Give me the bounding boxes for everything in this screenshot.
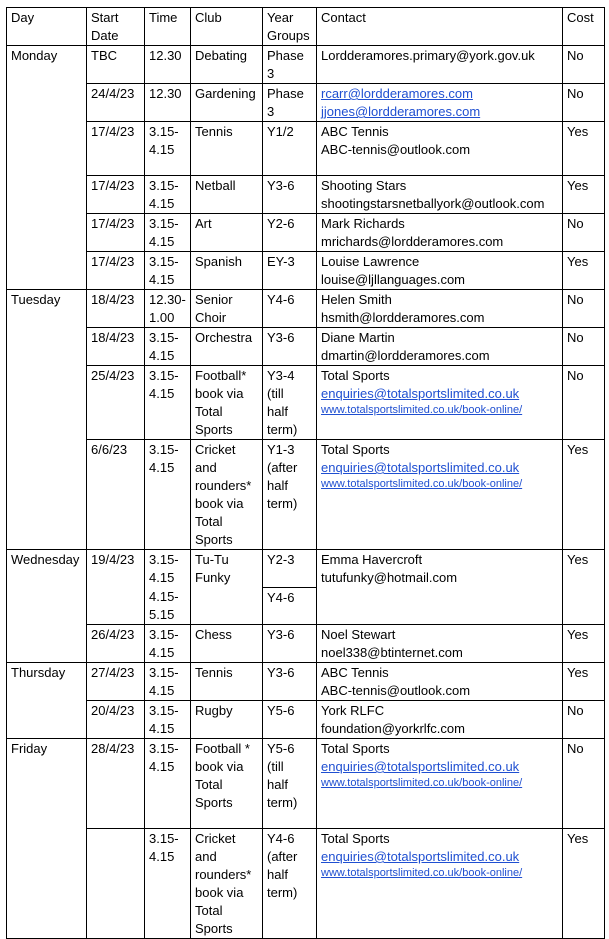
booking-link[interactable]: www.totalsportslimited.co.uk/book-online/ — [321, 404, 523, 416]
booking-link[interactable]: www.totalsportslimited.co.uk/book-online/ — [321, 867, 523, 879]
email-link[interactable]: enquiries@totalsportslimited.co.uk — [321, 460, 520, 475]
table-row: Friday 28/4/23 3.15- 4.15 Football * book via Total Sports Y5-6 (till half term) Total Sports enquiries@totalsportslimited.co.uk www.totalsportslimited.co.uk/book-online/ No — [7, 739, 605, 829]
table-row: 24/4/23 12.30 Gardening Phase 3 rcarr@lordderamores.com jjones@lordderamores.com No — [7, 84, 605, 122]
booking-link[interactable]: www.totalsportslimited.co.uk/book-online/ — [321, 478, 523, 490]
header-contact: Contact — [317, 8, 563, 46]
header-row — [7, 8, 605, 46]
day-cell: Tuesday — [7, 290, 87, 550]
table-row: Monday TBC 12.30 Debating Phase 3 Lordderamores.primary@york.gov.uk No — [7, 46, 605, 84]
email-link[interactable]: enquiries@totalsportslimited.co.uk — [321, 759, 520, 774]
clubs-table — [6, 7, 605, 939]
table-row: 3.15- 4.15 Cricket and rounders* book via Total Sports Y4-6 (after half term) Total Sports enquiries@totalsportslimited.co.uk www.totalsportslimited.co.uk/book-online/ Yes — [7, 829, 605, 939]
header-year-groups: Year Groups — [263, 8, 317, 46]
table-row: 20/4/23 3.15- 4.15 Rugby Y5-6 York RLFC foundation@yorkrlfc.com No — [7, 701, 605, 739]
email-link[interactable]: jjones@lordderamores.com — [321, 104, 481, 119]
day-cell: Thursday — [7, 663, 87, 739]
header-start-date: Start Date — [87, 8, 145, 46]
email-link[interactable]: enquiries@totalsportslimited.co.uk — [321, 386, 520, 401]
table-row: 18/4/23 3.15- 4.15 Orchestra Y3-6 Diane Martin dmartin@lordderamores.com No — [7, 328, 605, 366]
table-row: 17/4/23 3.15- 4.15 Netball Y3-6 Shooting Stars shootingstarsnetballyork@outlook.com Yes — [7, 176, 605, 214]
header-club: Club — [191, 8, 263, 46]
table-row: 4.15- 5.15 Y4-6 — [7, 587, 605, 625]
table-row: 17/4/23 3.15- 4.15 Spanish EY-3 Louise Lawrence louise@ljllanguages.com Yes — [7, 252, 605, 290]
table-row: 26/4/23 3.15- 4.15 Chess Y3-6 Noel Stewart noel338@btinternet.com Yes — [7, 625, 605, 663]
table-row: 17/4/23 3.15- 4.15 Tennis Y1/2 ABC Tennis ABC-tennis@outlook.com Yes — [7, 122, 605, 176]
day-cell: Monday — [7, 46, 87, 290]
booking-link[interactable]: www.totalsportslimited.co.uk/book-online/ — [321, 777, 523, 789]
header-cost: Cost — [563, 8, 605, 46]
header-day: Day — [7, 8, 87, 46]
day-cell: Wednesday — [7, 550, 87, 663]
day-cell: Friday — [7, 739, 87, 939]
table-row: 6/6/23 3.15- 4.15 Cricket and rounders* book via Total Sports Y1-3 (after half term) Total Sports enquiries@totalsportslimited.co.uk www.totalsportslimited.co.uk/book-online/ Yes — [7, 440, 605, 550]
header-time: Time — [145, 8, 191, 46]
table-row: 25/4/23 3.15- 4.15 Football* book via Total Sports Y3-4 (till half term) Total Sports enquiries@totalsportslimited.co.uk www.totalsportslimited.co.uk/book-online/ No — [7, 366, 605, 440]
table-row: Wednesday 19/4/23 3.15- 4.15 Tu-Tu Funky Y2-3 Emma Havercroft tutufunky@hotmail.com Yes — [7, 550, 605, 588]
table-row: Tuesday 18/4/23 12.30- 1.00 Senior Choir Y4-6 Helen Smith hsmith@lordderamores.com No — [7, 290, 605, 328]
table-row: 17/4/23 3.15- 4.15 Art Y2-6 Mark Richards mrichards@lordderamores.com No — [7, 214, 605, 252]
email-link[interactable]: rcarr@lordderamores.com — [321, 86, 473, 101]
table-row: Thursday 27/4/23 3.15- 4.15 Tennis Y3-6 ABC Tennis ABC-tennis@outlook.com Yes — [7, 663, 605, 701]
email-link[interactable]: enquiries@totalsportslimited.co.uk — [321, 849, 520, 864]
